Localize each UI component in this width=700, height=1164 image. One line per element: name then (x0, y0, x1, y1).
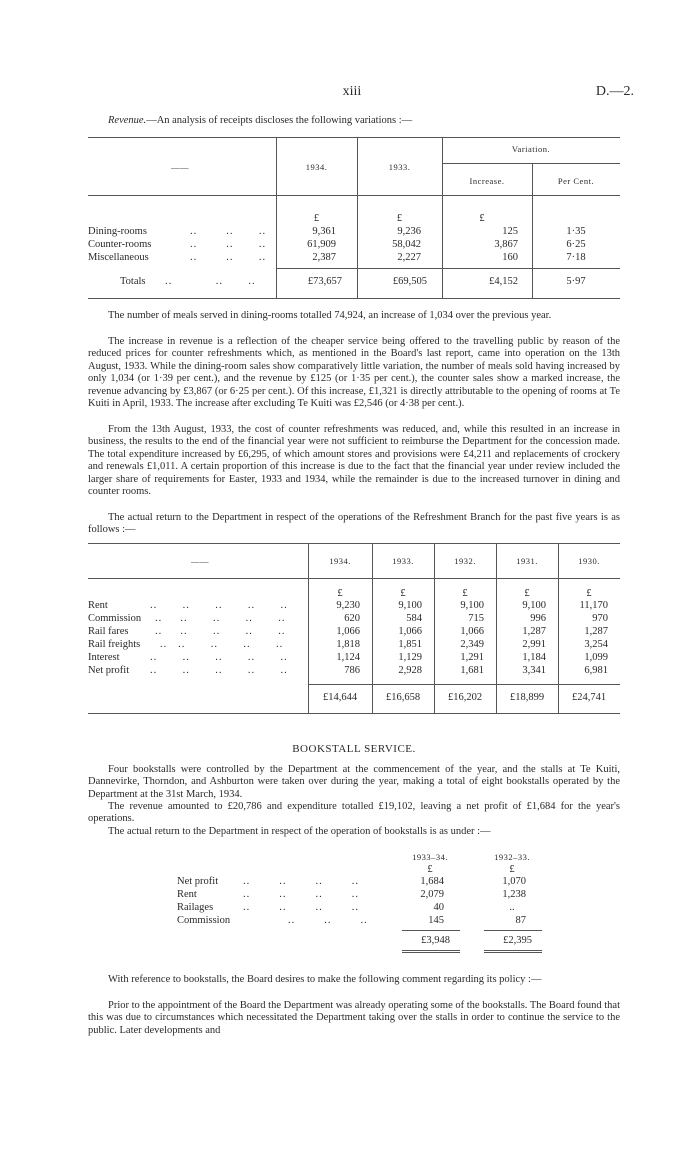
cell-1932: 1,291 (460, 652, 484, 663)
cell-increase: 125 (502, 226, 518, 237)
cell-1933-34: 40 (433, 902, 444, 913)
total-1934: £73,657 (307, 276, 342, 287)
leader-dots: .. .. .. .. (243, 902, 359, 913)
cell-1931: 1,287 (522, 626, 546, 637)
cell-1930: 11,170 (579, 600, 608, 611)
cell-1931: 3,341 (522, 665, 546, 676)
bookstall-unit: £ (509, 864, 515, 875)
bookstall-header-a: 1933–34. (412, 852, 448, 862)
refreshment-unit: £ (462, 588, 468, 599)
cell-1933: 58,042 (392, 239, 421, 250)
cell-1933-34: 145 (428, 915, 444, 926)
cell-percent: 6·25 (566, 239, 586, 250)
cell-1932: 715 (468, 613, 484, 624)
leader-dots: .. .. .. .. .. (160, 639, 284, 650)
cell-1932-33: 1,070 (502, 876, 526, 887)
totals-label: Totals (120, 276, 146, 287)
leader-dots: .. .. .. (190, 226, 267, 237)
refreshment-header-blank: —— (191, 556, 209, 566)
revenue-header-blank: —— (171, 162, 189, 172)
cell-1934: 786 (344, 665, 360, 676)
row-label: Rent (88, 600, 108, 611)
cell-1933: 2,227 (397, 252, 421, 263)
cell-1933: 584 (406, 613, 422, 624)
cell-1934: 1,818 (336, 639, 360, 650)
leader-dots: .. .. .. (288, 915, 368, 926)
row-label: Net profit (88, 665, 130, 676)
leader-dots: .. .. .. (165, 276, 256, 287)
row-label: Rent (177, 889, 197, 900)
row-label: Dining-rooms (88, 226, 147, 237)
cell-1934: 2,387 (312, 252, 336, 263)
leader-dots: .. .. .. .. .. (150, 652, 288, 663)
row-label: Miscellaneous (88, 252, 149, 263)
revenue-header-percent: Per Cent. (557, 176, 595, 186)
total-1930: £24,741 (571, 692, 607, 703)
cell-1933: 1,129 (398, 652, 422, 663)
page-number: xiii (342, 84, 362, 99)
bookstall-unit: £ (427, 864, 433, 875)
cell-1932: 1,066 (460, 626, 484, 637)
refreshment-unit: £ (524, 588, 530, 599)
row-label: Railages (177, 902, 214, 913)
row-label: Rail fares (88, 626, 129, 637)
cell-1931: 996 (530, 613, 546, 624)
revenue-unit: £ (313, 213, 320, 224)
year-header: 1931. (516, 556, 538, 566)
cell-1934: 1,066 (336, 626, 360, 637)
total-1933-34: £3,948 (421, 935, 450, 946)
year-header: 1934. (329, 556, 351, 566)
leader-dots: .. .. .. (190, 239, 267, 250)
revenue-unit: £ (396, 213, 403, 224)
five-years-paragraph: The actual return to the Department in respect of the operations of the Refreshment Branch for the past five years is as follows :— (88, 512, 620, 536)
bookstall-prior-paragraph: Prior to the appointment of the Board the Department was already operating some of the bookstalls. The Board found that this was due to circumstances which necessitated the Department taking over the stalls in order to continue the service to the public. Later developments and (88, 1000, 620, 1036)
cell-percent: 1·35 (566, 226, 586, 237)
counter-cost-paragraph: From the 13th August, 1933, the cost of counter refreshments was reduced, and, while this resulted in an increase in business, the results to the end of the financial year were not sufficient to reimburse the Department for the concession made. The total expenditure increased by £6,295, of which amount stores and provisions were £4,211 and replacements of crockery and renewals £1,011. A certain proportion of this increase is due to the fact that the financial year under review included the larger share of requirements for Easter, 1933 and 1934, while the remainder is due to the increased turnover in dining and counter rooms. (88, 424, 620, 498)
revenue-unit: £ (479, 213, 485, 224)
revenue-increase-paragraph: The increase in revenue is a reflection of the cheaper service being offered to the travelling public by reason of the reduced prices for counter refreshments which, as mentioned in the Board's last report, came into operation on the 13th August, 1933. While the dining-room sales show comparatively little variation, the number of meals sold having increased by only 1,034 (or 1·39 per cent.), and the revenue by £125 (or 1·35 per cent.), the counter sales show a marked increase, the revenue advancing by £3,867 (or 6·25 per cent.). Of this increase, £1,321 is directly attributable to the opening of rooms at Te Kuiti in April, 1933. The increase after excluding Te Kuiti was £2,546 (or 4·38 per cent.). (88, 336, 620, 410)
row-label: Counter-rooms (88, 239, 152, 250)
cell-increase: 160 (502, 252, 518, 263)
cell-1934: 61,909 (307, 239, 336, 250)
cell-1934: 1,124 (336, 652, 360, 663)
total-1933: £16,658 (385, 692, 421, 703)
revenue-header-1933: 1933. (388, 162, 411, 172)
cell-1932: 2,349 (460, 639, 484, 650)
cell-1932-33: 87 (515, 915, 526, 926)
cell-1933: 9,100 (398, 600, 422, 611)
cell-1930: 3,254 (584, 639, 608, 650)
cell-1934: 620 (344, 613, 360, 624)
meals-paragraph: The number of meals served in dining-rooms totalled 74,924, an increase of 1,034 over the previous year. (108, 310, 552, 321)
cell-1930: 6,981 (584, 665, 608, 676)
year-header: 1930. (578, 556, 600, 566)
cell-1933-34: 2,079 (420, 889, 444, 900)
leader-dots: .. .. .. .. (243, 876, 359, 887)
cell-1934: 9,230 (336, 600, 360, 611)
cell-1933-34: 1,684 (420, 876, 444, 887)
cell-1932-33: .. (509, 902, 515, 913)
bookstall-paragraph-2: The revenue amounted to £20,786 and expenditure totalled £19,102, leaving a net profit of £1,684 for the year's operations. (88, 801, 620, 825)
cell-1934: 9,361 (312, 226, 336, 237)
leader-dots: .. .. .. .. .. (155, 613, 286, 624)
revenue-header-increase: Increase. (469, 176, 505, 186)
cell-increase: 3,867 (494, 239, 518, 250)
bookstall-paragraph-1: Four bookstalls were controlled by the Department at the commencement of the year, and the stalls at Te Kuiti, Dannevirke, Thorndon, and Ashburton were taken over during the year, making a total of eight bookstalls operated by the Department at the 31st March, 1934. (88, 764, 620, 800)
cell-1933: 1,066 (398, 626, 422, 637)
revenue-header-variation: Variation. (511, 144, 551, 154)
leader-dots: .. .. .. (190, 252, 267, 263)
cell-1932: 1,681 (460, 665, 484, 676)
revenue-label: Revenue. (108, 115, 147, 126)
refreshment-unit: £ (337, 588, 343, 599)
cell-1930: 1,287 (584, 626, 608, 637)
year-header: 1933. (392, 556, 414, 566)
cell-1933: 2,928 (398, 665, 422, 676)
bookstall-policy-paragraph: With reference to bookstalls, the Board desires to make the following comment regarding its policy :— (108, 974, 542, 985)
cell-1930: 970 (592, 613, 608, 624)
total-1934: £14,644 (322, 692, 358, 703)
cell-1931: 2,991 (522, 639, 546, 650)
cell-1933: 9,236 (397, 226, 421, 237)
bookstall-header-b: 1932–33. (494, 852, 530, 862)
document-reference: D.—2. (595, 84, 634, 99)
cell-1933: 1,851 (398, 639, 422, 650)
year-header: 1932. (454, 556, 476, 566)
row-label: Net profit (177, 876, 219, 887)
bookstall-heading: BOOKSTALL SERVICE. (292, 743, 416, 755)
revenue-intro-text: —An analysis of receipts discloses the following variations :— (146, 115, 413, 126)
cell-1930: 1,099 (584, 652, 608, 663)
cell-1931: 1,184 (522, 652, 546, 663)
row-label: Commission (88, 613, 142, 624)
cell-1932-33: 1,238 (502, 889, 526, 900)
total-percent: 5·97 (566, 276, 586, 287)
leader-dots: .. .. .. .. (243, 889, 359, 900)
revenue-intro (88, 115, 620, 127)
cell-percent: 7·18 (566, 252, 586, 263)
bookstall-paragraph-3: The actual return to the Department in respect of the operation of bookstalls is as under :— (108, 826, 491, 837)
refreshment-unit: £ (400, 588, 406, 599)
cell-1932: 9,100 (460, 600, 484, 611)
leader-dots: .. .. .. .. .. (155, 626, 286, 637)
revenue-header-1934: 1934. (305, 162, 328, 172)
row-label: Interest (88, 652, 120, 663)
row-label: Rail freights (88, 639, 141, 650)
refreshment-unit: £ (586, 588, 592, 599)
leader-dots: .. .. .. .. .. (150, 600, 288, 611)
total-1932-33: £2,395 (503, 935, 532, 946)
row-label: Commission (177, 915, 231, 926)
total-1932: £16,202 (447, 692, 483, 703)
cell-1931: 9,100 (522, 600, 546, 611)
total-1931: £18,899 (509, 692, 545, 703)
total-1933: £69,505 (392, 276, 427, 287)
leader-dots: .. .. .. .. .. (150, 665, 288, 676)
total-increase: £4,152 (489, 276, 518, 287)
